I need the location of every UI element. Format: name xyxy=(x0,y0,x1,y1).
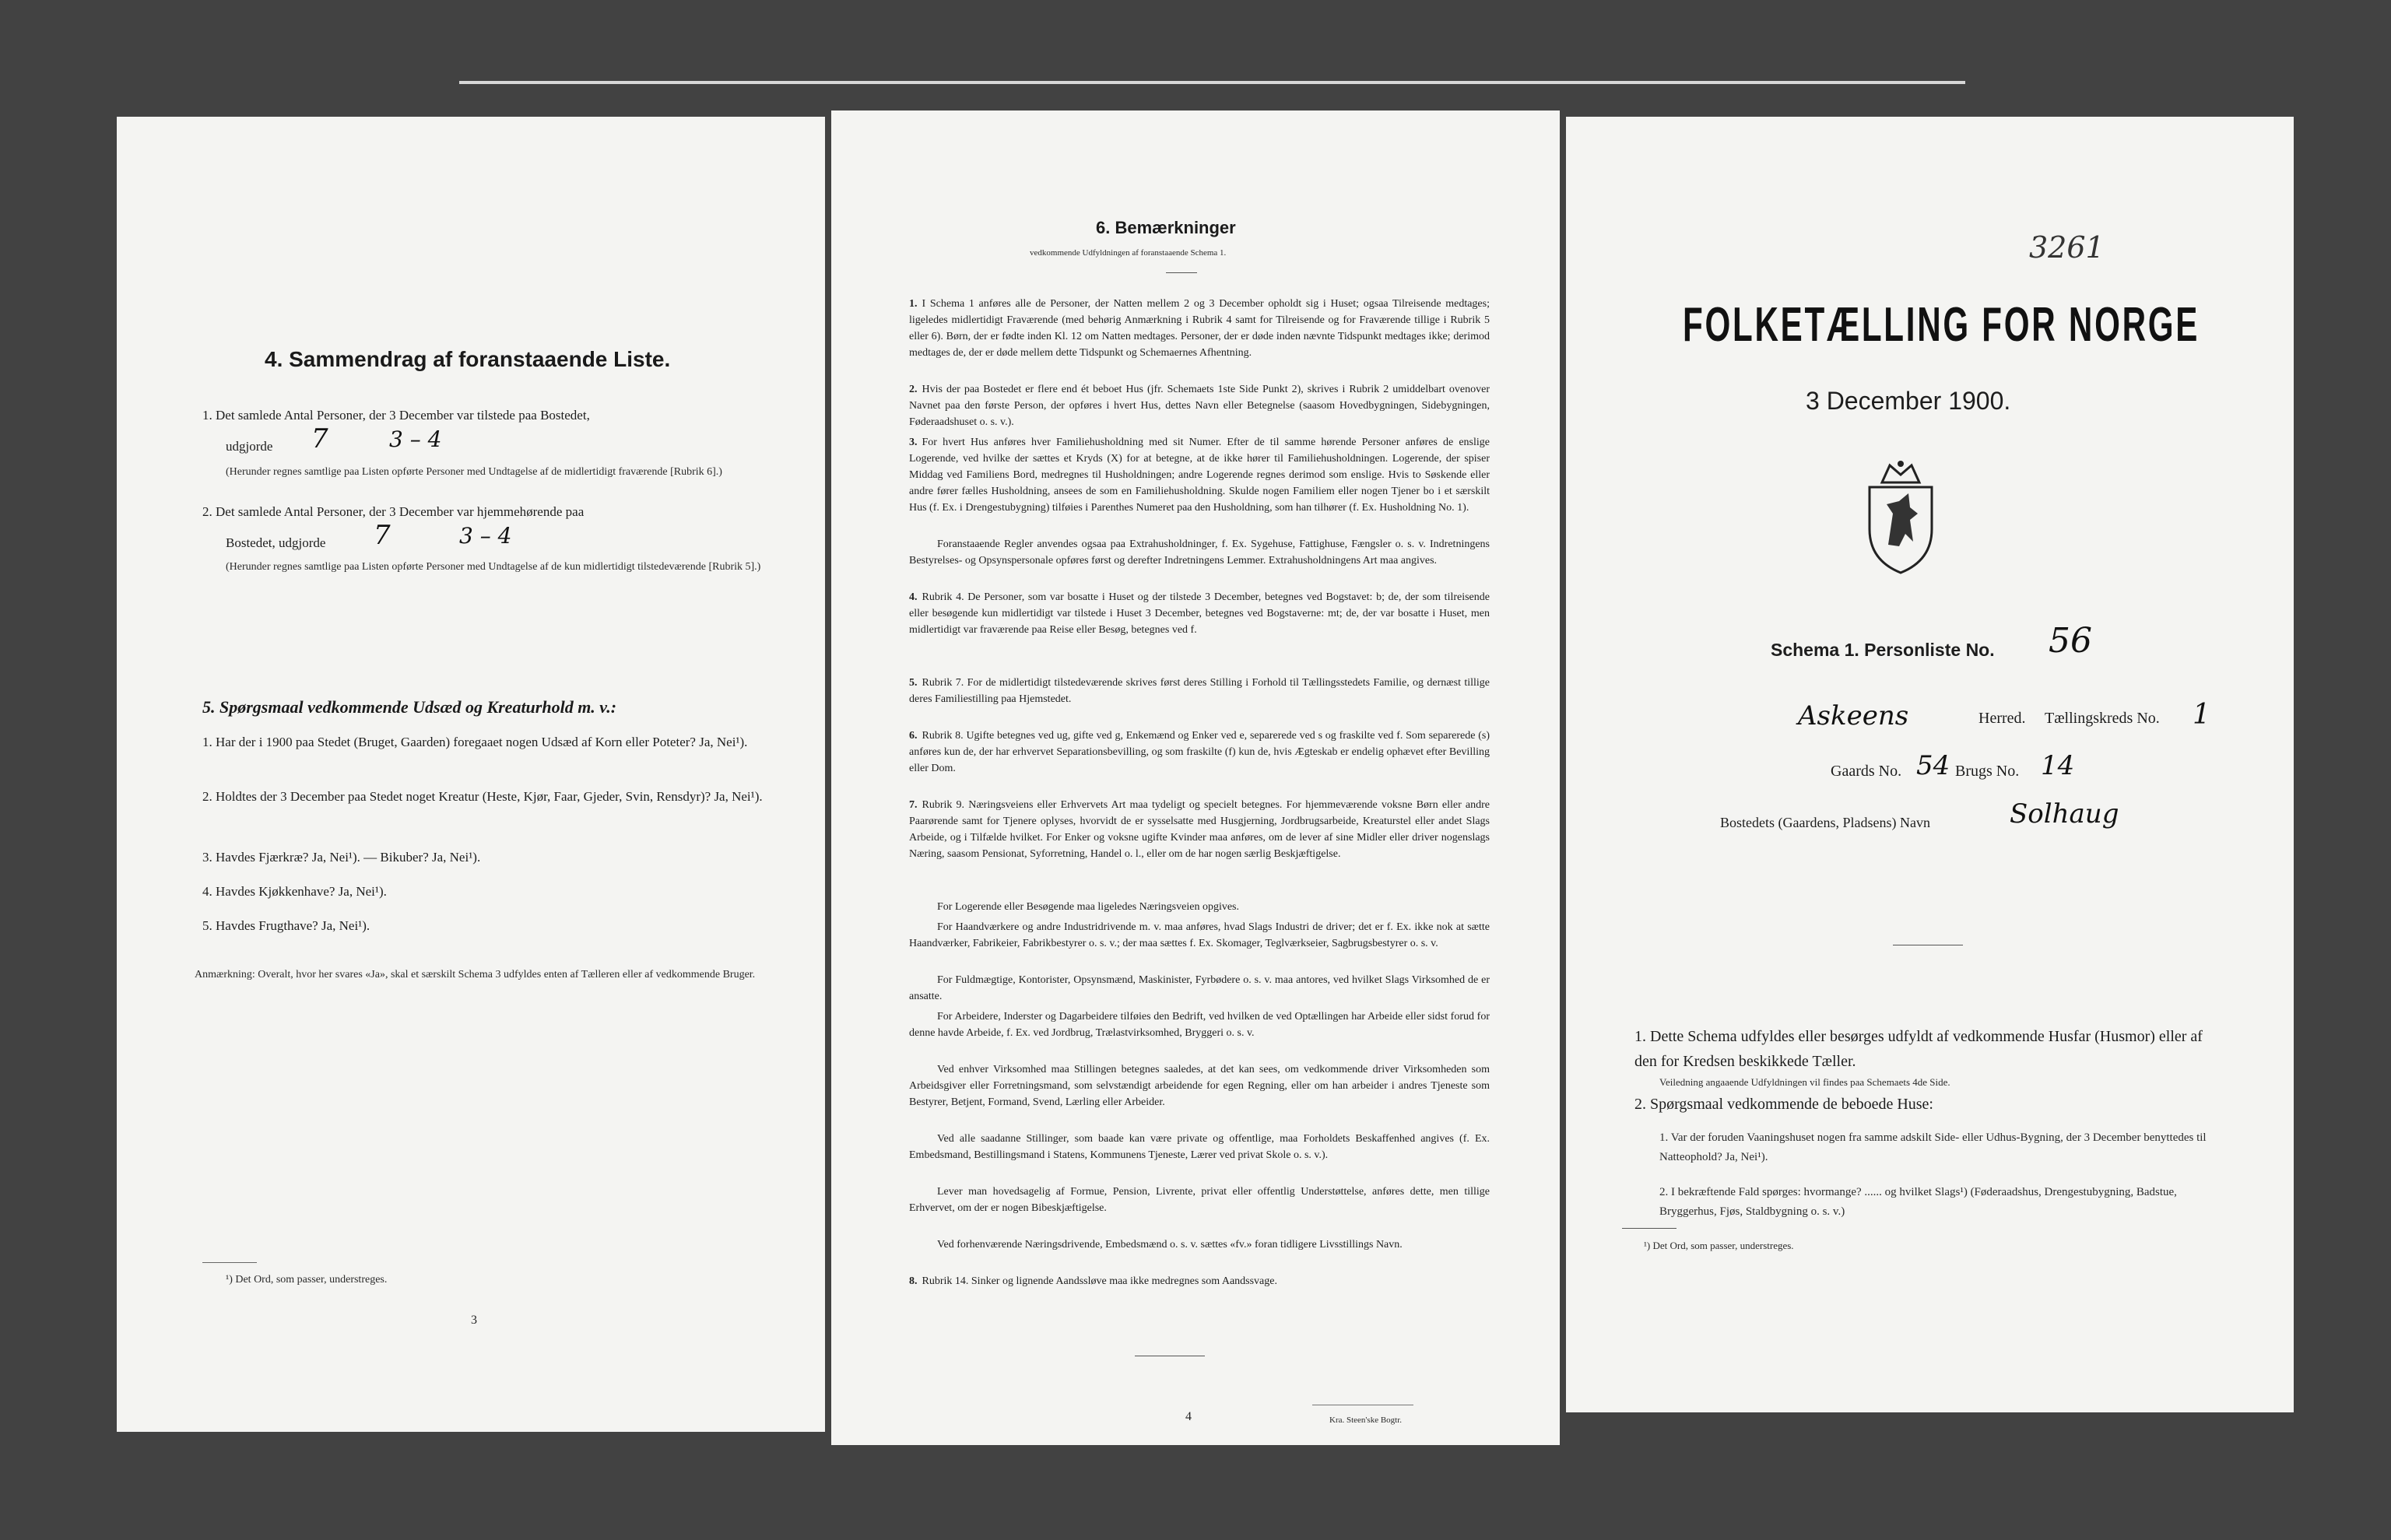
q2-line2-prefix: Bostedet, udgjorde xyxy=(226,535,326,550)
remark-paragraph-text: For Fuldmægtige, Kontorister, Opsynsmænd, Maskinister, Fyrbødere o. s. v. maa antores, ved hvilket Slags Virksomhed de er ansatte. xyxy=(909,974,1490,1002)
q2-note: (Herunder regnes samtlige paa Listen opførte Personer med Undtagelse af de kun midlertidigt tilstedeværende [Rubrik 5].) xyxy=(226,561,761,573)
remark-paragraph-text: Rubrik 14. Sinker og lignende Aandssløve maa ikke medregnes som Aandssvage. xyxy=(922,1275,1277,1287)
remark-paragraph-text: For hvert Hus anføres hver Familiehusholdning med sit Numer. Efter de til samme hørende Personer anføres de enslige Logerende, ved hvilke der sættes et Kryds (X) for at betegne, at de ikke hører til Familiehusholdningen. Logerende, der spiser Middag ved Familiens Bord, medregnes til Husholdningen; andre Logerende regnes derimod som enslige. Hvis to Søskende eller andre fører fælles Husholdning, ansees de som en Familiehusholdning. Skulde nogen Familiem eller nogen Tjener bo i et særskilt Hus (f. Ex. i Drengestubygning) tilføies i Parenthes Numeret paa den Husholdning, som han tilhører (f. Ex. Husholdning No. 1). xyxy=(909,437,1490,514)
printer: Kra. Steen'ske Bogtr. xyxy=(1329,1415,1403,1425)
title-rule xyxy=(1166,272,1197,273)
remark-paragraph-text: Rubrik 4. De Personer, som var bosatte i Huset og der tilstede 3 December, betegnes ved Bogstavet: b; de, der som tilreisende eller besøgende kun midlertidigt var tilstede i Huset 3 December, betegnes ved Bogstaverne: mt; de, der var bosatte i Huset, men midlertidigt var fraværende paa Reise eller Besøg, betegnes ved f. xyxy=(909,591,1490,636)
gaards-handwritten: 54 xyxy=(1916,750,1950,781)
remark-paragraph xyxy=(909,381,1490,430)
remark-paragraph-text: Rubrik 9. Næringsveiens eller Erhvervets Art maa tydeligt og specielt betegnes. For hjemmeværende voksne Børn eller andre Paarørende samt for Tjenere oplyses, hvorvidt de er sysselsatte med Husgjerning, Jordbrugsarbeide, Kreaturstel eller andet Slags Arbeide, og i Tilfælde hvilket. For Enker og voksne ugifte Kvinder maa anføres, om de lever af sine Midler eller driver nogenslags Næring, saasom Pensionat, Syforretning, Handel o. l., eller om de har nogen særlig Beskjæftigelse. xyxy=(909,799,1490,860)
instruction-2-2: 2. I bekræftende Fald spørges: hvormange? ...... og hvilket Slags¹) (Føderaadshus, Drengestubygning, Badstue, Bryggerhus, Fjøs, Staldbygning o. s. v.) xyxy=(1659,1186,2177,1218)
gaards-label: Gaards No. xyxy=(1831,763,1902,780)
footnote-rule xyxy=(202,1262,257,1263)
remark-paragraph xyxy=(909,1131,1490,1163)
q1-line2-prefix: udgjorde xyxy=(226,439,273,454)
remark-paragraph xyxy=(909,589,1490,638)
remark: Anmærkning: Overalt, hvor her svares «Ja», skal et særskilt Schema 3 udfyldes enten af Tælleren eller af vedkommende Bruger. xyxy=(195,969,756,980)
remark-paragraph-text: Ved forhenværende Næringsdrivende, Embedsmænd o. s. v. sættes «fv.» foran tidligere Livsstillings Navn. xyxy=(937,1239,1403,1251)
q5-3: 3. Havdes Fjærkræ? Ja, Nei¹). — Bikuber? Ja, Nei¹). xyxy=(202,850,481,865)
remark-paragraph-text: Rubrik 8. Ugifte betegnes ved ug, gifte ved g, Enkemænd og Enker ved e, separerede ved s og fraskilte ved f. Som separerede (s) anføres kun de, der har erhvervet Separationsbevilling, og som fraskilte (f) kun de, hvis Ægteskab er endelig ophævet efter Bevilling eller Dom. xyxy=(909,730,1490,774)
remark-paragraph-text: Rubrik 7. For de midlertidigt tilstedeværende skrives først deres Stilling i Forhold til Tællingsstedets Familie, og dernæst tillige deres Familiestilling paa Hjemstedet. xyxy=(909,677,1490,705)
q5-1: 1. Har der i 1900 paa Stedet (Bruget, Gaarden) foregaaet nogen Udsæd af Korn eller Poteter? Ja, Nei¹). xyxy=(202,735,748,749)
remark-paragraph-text: For Haandværkere og andre Industridrivende m. v. maa anføres, hvad Slags Industri de driver; det er f. Ex. ikke nok at sætte Haandværker, Fabrikeier, Fabrikbestyrer o. s. v.; der maa sættes f. Ex. Skomager, Teglværkseier, Sagbrugsbestyrer o. s. v. xyxy=(909,921,1490,949)
instruction-1-note: Veiledning angaaende Udfyldningen vil findes paa Schemaets 4de Side. xyxy=(1659,1076,1950,1088)
remark-paragraph xyxy=(909,1061,1490,1110)
instruction-2: 2. Spørgsmaal vedkommende de beboede Huse: xyxy=(1634,1096,1933,1113)
q5-4: 4. Havdes Kjøkkenhave? Ja, Nei¹). xyxy=(202,884,387,899)
q5-5: 5. Havdes Frugthave? Ja, Nei¹). xyxy=(202,918,370,933)
remark-paragraph-number: 3. xyxy=(909,437,918,448)
remark-paragraph-number: 6. xyxy=(909,730,918,742)
footnote: ¹) Det Ord, som passer, understreges. xyxy=(226,1274,388,1286)
q1-handwritten-2: 3 – 4 xyxy=(389,426,442,452)
footnote: ¹) Det Ord, som passer, understreges. xyxy=(1644,1240,1794,1251)
remark-paragraph-text: Lever man hovedsagelig af Formue, Pension, Livrente, privat eller offentlig Understøttelse, anføres dette, men tillige Erhvervet, om der er nogen Bibeskjæftigelse. xyxy=(909,1186,1490,1214)
remark-paragraph xyxy=(909,1009,1490,1041)
instruction-2-1: 1. Var der foruden Vaaningshuset nogen fra samme adskilt Side- eller Udhus-Bygning, der 3 December benyttedes til Natteophold? Ja, Nei¹). xyxy=(1659,1131,2207,1163)
remark-paragraph-text: I Schema 1 anføres alle de Personer, der Natten mellem 2 og 3 December opholdt sig i Huset; ogsaa Tilreisende medtages; ligeledes midlertidigt Fraværende (med behørig Anmærkning i Rubrik 4 samt for Tilreisende og for Fraværende tillige i Rubrik 5 eller 6). Børn, der er fødte inden Kl. 12 om Natten medtages. Personer, der er døde inden nævnte Tidspunkt medtages ikke; derimod medtages de, der er døde mellem dette Tidspunkt og Schemaernes Afhentning. xyxy=(909,298,1490,359)
remark-paragraph-number: 4. xyxy=(909,591,918,603)
remark-paragraph xyxy=(909,1237,1490,1253)
section6-subtitle: vedkommende Udfyldningen af foranstaaende Schema 1. xyxy=(1030,248,1227,258)
bosted-label: Bostedets (Gaardens, Pladsens) Navn xyxy=(1720,815,1930,830)
remark-paragraph xyxy=(909,434,1490,516)
remark-paragraph-text: For Arbeidere, Inderster og Dagarbeidere tilføies den Bedrift, ved hvilken de ved Optællingen har Arbeide eller sidst forud for denne havde Arbeide, f. Ex. ved Jordbrug, Trælastvirksomhed, Bryggeri o. s. v. xyxy=(909,1011,1490,1039)
remark-paragraph xyxy=(909,1184,1490,1216)
page-number: 4 xyxy=(1185,1410,1192,1423)
remark-paragraph-text: Hvis der paa Bostedet er flere end ét beboet Hus (jfr. Schemaets 1ste Side Punkt 2), skrives i Rubrik 2 umiddelbart ovenover Navnet paa den første Person, der opføres i hvert Hus, dettes Navn eller Betegnelse (saasom Hovedbygningen, Sidebygningen, Føderaadshuset o. s. v.). xyxy=(909,384,1490,428)
q1-note: (Herunder regnes samtlige paa Listen opførte Personer med Undtagelse af de midlertidigt fraværende [Rubrik 6].) xyxy=(226,466,722,478)
archive-mark: 3261 xyxy=(2029,230,2105,265)
brugs-handwritten: 14 xyxy=(2041,750,2075,781)
footnote-rule xyxy=(1622,1228,1677,1229)
middle-page xyxy=(831,111,1560,1445)
q5-2: 2. Holdtes der 3 December paa Stedet noget Kreatur (Heste, Kjør, Faar, Gjeder, Svin, Rensdyr)? Ja, Nei¹). xyxy=(202,789,763,804)
remark-paragraph xyxy=(909,1273,1490,1289)
remark-paragraph xyxy=(909,536,1490,569)
q1-line1: 1. Det samlede Antal Personer, der 3 December var tilstede paa Bostedet, xyxy=(202,408,590,423)
section4-title: 4. Sammendrag af foranstaaende Liste. xyxy=(265,347,671,371)
brugs-label: Brugs No. xyxy=(1955,763,2020,780)
remark-paragraph-text: For Logerende eller Besøgende maa ligeledes Næringsveien opgives. xyxy=(937,901,1239,913)
page-number: 3 xyxy=(471,1314,477,1327)
herred-handwritten: Askeens xyxy=(1798,700,1909,731)
bosted-handwritten: Solhaug xyxy=(2010,798,2119,830)
remark-paragraph-number: 8. xyxy=(909,1275,918,1287)
remark-paragraph-number: 5. xyxy=(909,677,918,689)
instruction-1: 1. Dette Schema udfyldes eller besørges udfyldt af vedkommende Husfar (Husmor) eller af den for Kredsen beskikkede Tæller. xyxy=(1634,1028,2203,1070)
norway-coat-of-arms-icon xyxy=(1859,459,1943,576)
remark-paragraph xyxy=(909,899,1490,915)
kreds-label: Tællingskreds No. xyxy=(2045,710,2160,727)
remark-paragraph-text: Foranstaaende Regler anvendes ogsaa paa Extrahusholdninger, f. Ex. Sygehuse, Fattighuse, Fængsler o. s. v. Indretningens Bestyrelses- og Opsynspersonale opføres først og derefter Indretningens Lemmer. Extrahusholdningens Art maa angives. xyxy=(909,538,1490,567)
q2-handwritten: 7 xyxy=(374,520,391,551)
section5-title: 5. Spørgsmaal vedkommende Udsæd og Kreaturhold m. v.: xyxy=(202,697,617,717)
q1-handwritten: 7 xyxy=(311,423,328,454)
schema-number-handwritten: 56 xyxy=(2049,621,2092,661)
right-page xyxy=(1566,117,2294,1412)
remark-paragraph xyxy=(909,675,1490,707)
section6-title: 6. Bemærkninger xyxy=(1096,218,1236,237)
remark-paragraph-text: Ved alle saadanne Stillinger, som baade kan være private og offentlige, maa Forholdets Beskaffenhed angives (f. Ex. Embedsmand, Bestillingsmand i Statens, Kommunens Tjeneste, Lærer ved privat Skole o. s. v.). xyxy=(909,1133,1490,1161)
schema-label: Schema 1. Personliste No. xyxy=(1771,640,1995,660)
q2-line1: 2. Det samlede Antal Personer, der 3 December var hjemmehørende paa xyxy=(202,504,585,519)
form-title: FOLKETÆLLING FOR NORGE xyxy=(1683,298,2200,352)
remark-paragraph xyxy=(909,919,1490,952)
remark-paragraph xyxy=(909,972,1490,1005)
remark-paragraph xyxy=(909,797,1490,862)
scan-top-edge xyxy=(459,81,1965,84)
remark-paragraph-number: 2. xyxy=(909,384,918,395)
remark-paragraph-number: 7. xyxy=(909,799,918,811)
form-date: 3 December 1900. xyxy=(1806,387,2011,415)
remark-paragraph-text: Ved enhver Virksomhed maa Stillingen betegnes saaledes, at det kan sees, om vedkommende driver Virksomheden som Arbeidsgiver eller Forretningsmand, som selvstændigt arbeidende for egen Regning, eller om han arbeider i andres Tjeneste som Bestyrer, Betjent, Formand, Svend, Lærling eller Arbeider. xyxy=(909,1064,1490,1108)
remark-paragraph-number: 1. xyxy=(909,298,918,310)
remark-paragraph xyxy=(909,728,1490,777)
remark-paragraph xyxy=(909,296,1490,361)
herred-label: Herred. xyxy=(1978,710,2026,727)
left-page xyxy=(117,117,825,1432)
q2-handwritten-2: 3 – 4 xyxy=(459,523,512,549)
kreds-handwritten: 1 xyxy=(2193,699,2210,731)
